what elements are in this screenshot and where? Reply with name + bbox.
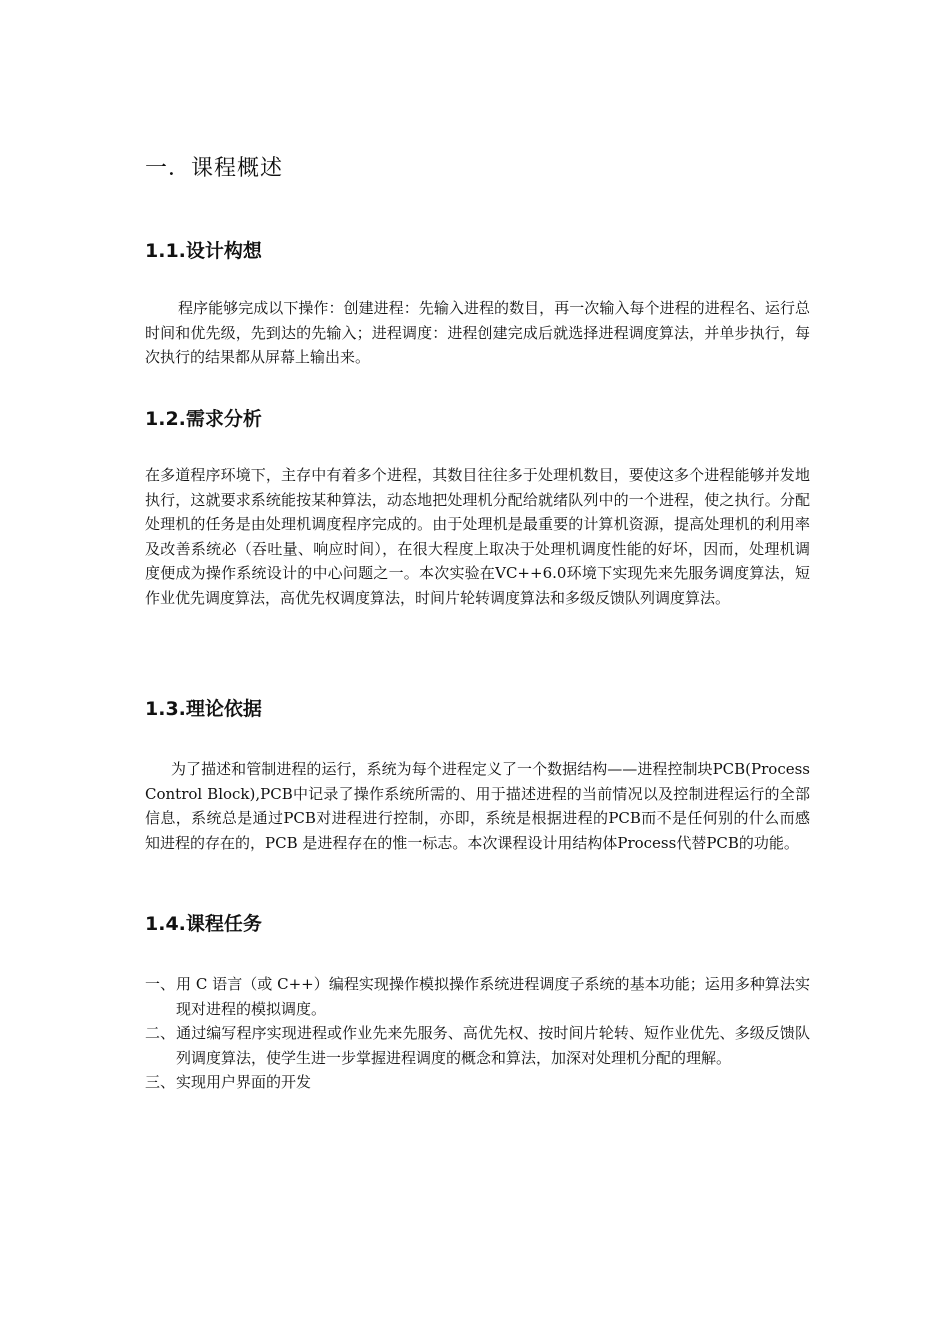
paragraph-theory: 为了描述和管制进程的运行，系统为每个进程定义了一个数据结构——进程控制块PCB(Process Control Block),PCB中记录了操作系统所需的、用于描述进程的当前情况以及控制进程运行的全部信息，系统总是通过PCB对进程进行控制，亦即，系统是根据进程的PCB而不是任何别的什么而感知进程的存在的，PCB 是进程存在的惟一标志。本次课程设计用结构体Process代替PCB的功能。 xyxy=(145,760,810,852)
task-marker: 一、 xyxy=(145,975,176,993)
task-marker: 二、 xyxy=(145,1024,176,1042)
task-text: 通过编写程序实现进程或作业先来先服务、高优先权、按时间片轮转、短作业优先、多级反馈队列调度算法，使学生进一步掌握进程调度的概念和算法，加深对处理机分配的理解。 xyxy=(176,1024,810,1067)
list-item xyxy=(145,972,810,1021)
section-heading-theory: 1.3.理论依据 xyxy=(145,698,262,720)
list-item xyxy=(145,1021,810,1070)
task-text: 用 C 语言（或 C++）编程实现操作模拟操作系统进程调度子系统的基本功能；运用多种算法实现对进程的模拟调度。 xyxy=(176,975,810,1018)
task-marker: 三、 xyxy=(145,1073,176,1091)
task-list xyxy=(145,972,810,1095)
paragraph-requirements: 在多道程序环境下，主存中有着多个进程，其数目往往多于处理机数目，要使这多个进程能够并发地执行，这就要求系统能按某种算法，动态地把处理机分配给就绪队列中的一个进程，使之执行。分配处理机的任务是由处理机调度程序完成的。由于处理机是最重要的计算机资源，提高处理机的利用率及改善系统必（吞吐量、响应时间），在很大程度上取决于处理机调度性能的好坏，因而，处理机调度便成为操作系统设计的中心问题之一。本次实验在VC++6.0环境下实现先来先服务调度算法，短作业优先调度算法，高优先权调度算法，时间片轮转调度算法和多级反馈队列调度算法。 xyxy=(145,466,810,607)
task-text: 实现用户界面的开发 xyxy=(176,1073,312,1091)
section-heading-design: 1.1.设计构想 xyxy=(145,240,262,262)
section-heading-tasks: 1.4.课程任务 xyxy=(145,913,262,935)
list-item xyxy=(145,1070,810,1095)
chapter-title: 一．课程概述 xyxy=(145,156,284,181)
paragraph-design: 程序能够完成以下操作：创建进程：先输入进程的数目，再一次输入每个进程的进程名、运行总时间和优先级，先到达的先输入；进程调度：进程创建完成后就选择进程调度算法，并单步执行，每次执行的结果都从屏幕上输出来。 xyxy=(145,299,810,366)
section-heading-requirements: 1.2.需求分析 xyxy=(145,408,262,430)
